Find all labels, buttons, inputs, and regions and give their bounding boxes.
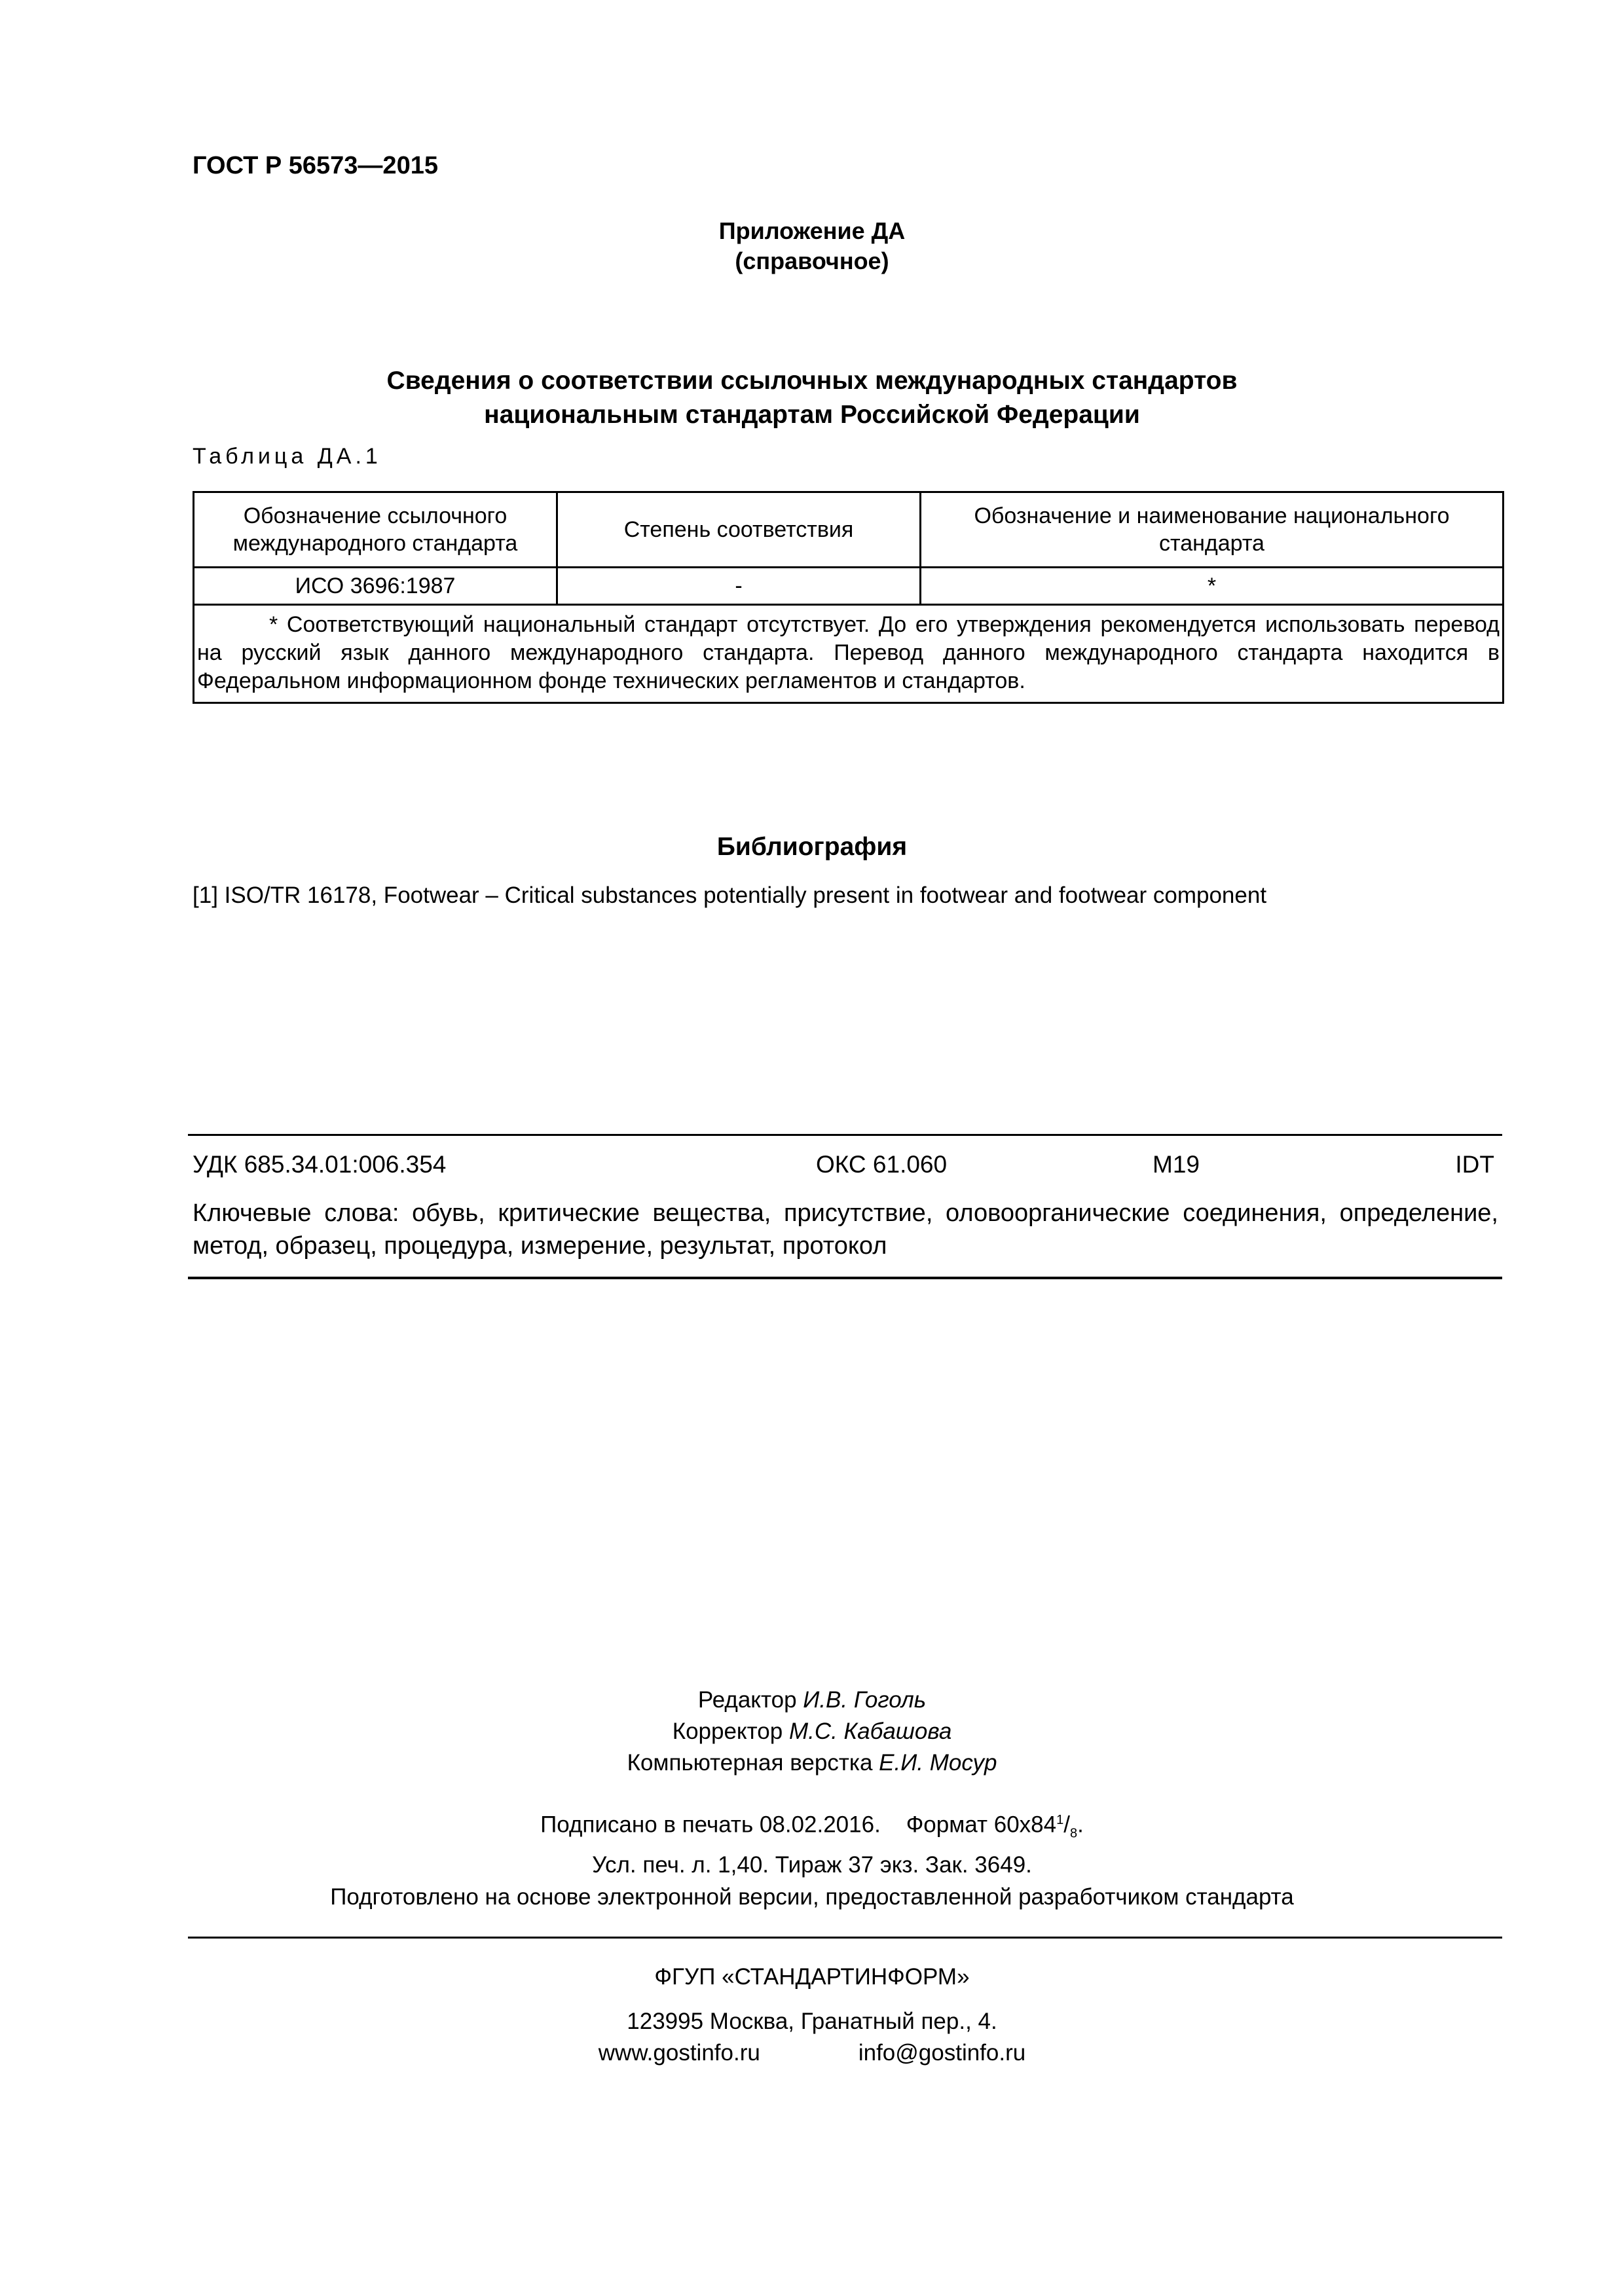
divider-bottom bbox=[188, 1277, 1502, 1279]
editor-label: Редактор bbox=[697, 1687, 797, 1713]
editor-name: И.В. Гоголь bbox=[803, 1687, 927, 1713]
format-label: Формат 60x84 bbox=[906, 1812, 1057, 1838]
signed-date: Подписано в печать 08.02.2016. bbox=[540, 1812, 881, 1838]
bibliography-item: [1] ISO/TR 16178, Footwear – Critical substances potentially present in footwear and footwear component bbox=[193, 883, 1267, 908]
publisher-web-line bbox=[0, 2037, 1624, 2069]
annex-heading-line-1: Сведения о соответствии ссылочных международных стандартов bbox=[386, 367, 1238, 395]
imprint-print bbox=[0, 1804, 1624, 1881]
table-footnote-text: * Соответствующий национальный стандарт отсутствует. До его утверждения рекомендуется использовать перевод на русский язык данного международного стандарта. Перевод данного международного стандарта находится в Федеральном информационном фонде технических регламентов и стандартов. bbox=[197, 612, 1500, 693]
correspondence-table bbox=[193, 491, 1504, 704]
corrector-label: Корректор bbox=[672, 1719, 783, 1744]
layout-label: Компьютерная верстка bbox=[627, 1750, 873, 1776]
udk-code: УДК 685.34.01:006.354 bbox=[193, 1151, 447, 1178]
publisher: ФГУП «СТАНДАРТИНФОРМ» bbox=[654, 1964, 970, 1990]
publisher-address: 123995 Москва, Гранатный пер., 4. bbox=[627, 2009, 997, 2034]
publisher-contacts bbox=[0, 2006, 1624, 2069]
format-numerator: 1 bbox=[1056, 1813, 1064, 1827]
layout-name: Е.И. Мосур bbox=[879, 1750, 997, 1776]
header-degree-of-correspondence: Степень соответствия bbox=[557, 492, 921, 568]
annex-title: Приложение ДА bbox=[718, 217, 906, 244]
table-caption: Таблица ДА.1 bbox=[193, 444, 382, 469]
cell-international-standard: ИСО 3696:1987 bbox=[194, 568, 557, 605]
publisher-website[interactable]: www.gostinfo.ru bbox=[598, 2040, 760, 2066]
header-international-standard: Обозначение ссылочного международного стандарта bbox=[194, 492, 557, 568]
oks-code: ОКС 61.060 bbox=[816, 1151, 948, 1178]
table-row bbox=[194, 568, 1504, 605]
print-info: Усл. печ. л. 1,40. Тираж 37 экз. Зак. 3649. bbox=[592, 1851, 1032, 1878]
keywords-text: обувь, критические вещества, присутствие, оловоорганические соединения, определение, метод, образец, процедура, измерение, результат, протокол bbox=[193, 1199, 1498, 1260]
editor-line bbox=[0, 1685, 1624, 1716]
classifier-code: М19 bbox=[1153, 1151, 1200, 1178]
table-header-row bbox=[194, 492, 1504, 568]
annex-header bbox=[0, 216, 1624, 276]
format-denominator: 8 bbox=[1069, 1826, 1078, 1841]
table-footnote bbox=[194, 605, 1504, 703]
table-footnote-row bbox=[194, 605, 1504, 703]
annex-heading bbox=[193, 364, 1431, 432]
publisher-email[interactable]: info@gostinfo.ru bbox=[858, 2040, 1026, 2066]
keywords bbox=[193, 1197, 1498, 1262]
signed-line: Подписано в печать 08.02.2016. Формат $60x84^1/_8$. bbox=[540, 1812, 1084, 1841]
layout-line bbox=[0, 1747, 1624, 1779]
divider-top bbox=[188, 1134, 1502, 1136]
format-tail: . bbox=[1077, 1812, 1084, 1838]
annex-heading-line-2: национальным стандартам Российской Федерации bbox=[484, 401, 1140, 429]
document-code: ГОСТ Р 56573—2015 bbox=[193, 152, 438, 179]
cell-national-standard: * bbox=[921, 568, 1504, 605]
prepared-note: Подготовлено на основе электронной версии, предоставленной разработчиком стандарта bbox=[330, 1884, 1294, 1910]
bibliography-title: Библиография bbox=[716, 833, 908, 861]
header-national-standard: Обозначение и наименование национального стандарта bbox=[921, 492, 1504, 568]
imprint-staff bbox=[0, 1685, 1624, 1779]
keywords-label: Ключевые слова: bbox=[193, 1199, 399, 1227]
divider-imprint bbox=[188, 1937, 1502, 1939]
cell-degree-of-correspondence: - bbox=[557, 568, 921, 605]
corrector-line bbox=[0, 1716, 1624, 1747]
equivalence-degree: IDT bbox=[1455, 1151, 1494, 1178]
annex-status: (справочное) bbox=[735, 247, 889, 274]
corrector-name: М.С. Кабашова bbox=[788, 1719, 952, 1744]
